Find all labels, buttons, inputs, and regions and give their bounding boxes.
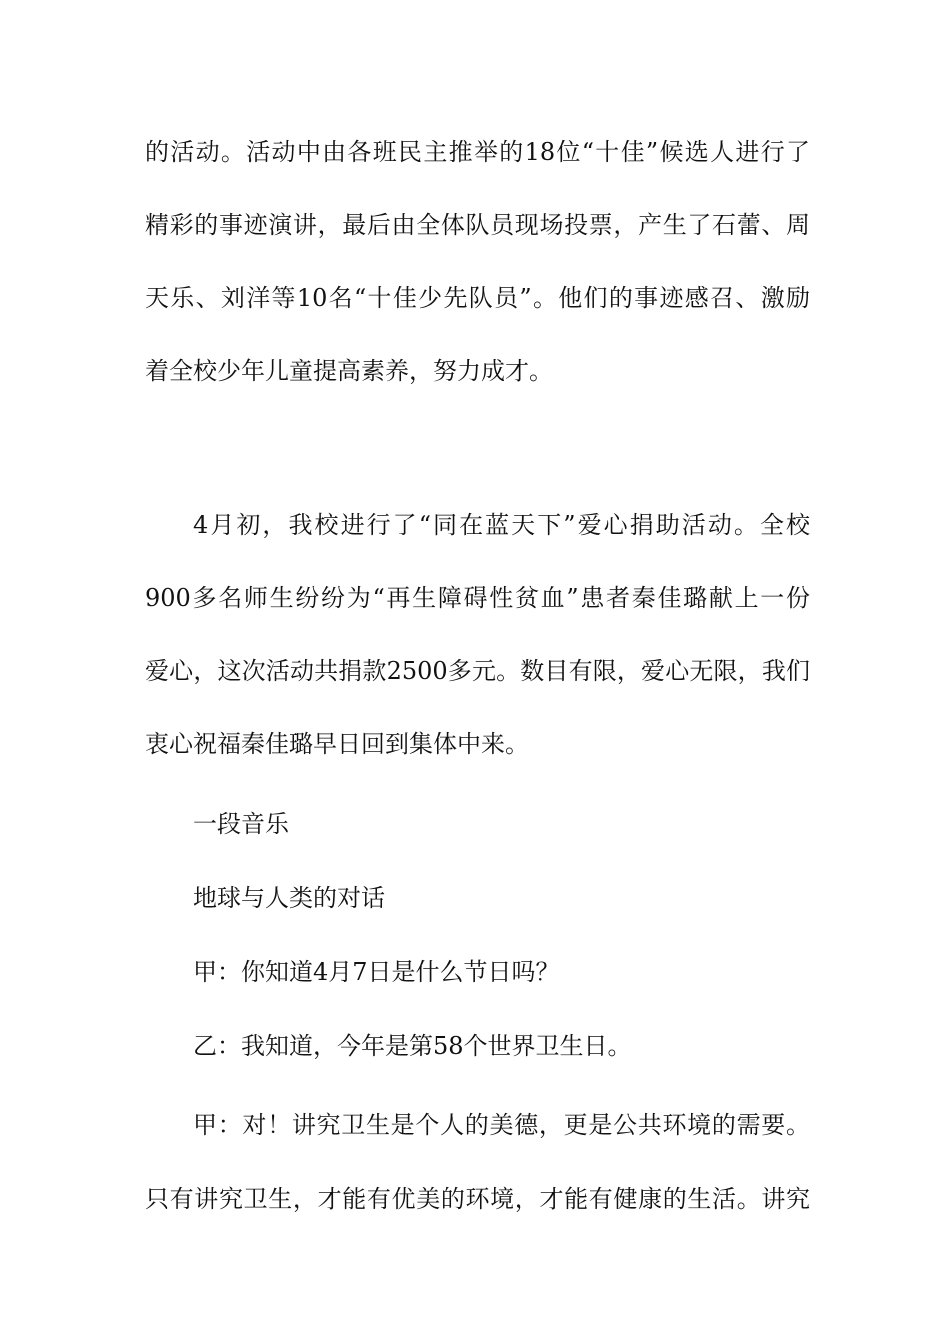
dialogue-line-jia-2-line-2: 只有讲究卫生，才能有优美的环境，才能有健康的生活。讲究 xyxy=(145,1185,810,1213)
paragraph-2-line-1: 4月初，我校进行了“同在蓝天下”爱心捐助活动。全校 xyxy=(193,511,810,539)
paragraph-2-line-4: 衷心祝福秦佳璐早日回到集体中来。 xyxy=(145,730,529,758)
paragraph-2-line-2: 900多名师生纷纷为“再生障碍性贫血”患者秦佳璐献上一份 xyxy=(145,584,810,612)
paragraph-1-line-1: 的活动。活动中由各班民主推举的18位“十佳”候选人进行了 xyxy=(145,138,810,166)
dialogue-line-yi-1: 乙：我知道，今年是第58个世界卫生日。 xyxy=(193,1032,632,1060)
dialogue-line-jia-2-line-1: 甲：对！讲究卫生是个人的美德，更是公共环境的需要。 xyxy=(193,1111,810,1139)
paragraph-2-line-3: 爱心，这次活动共捐款2500多元。数目有限，爱心无限，我们 xyxy=(145,657,810,685)
section-title-dialogue: 地球与人类的对话 xyxy=(193,884,385,912)
dialogue-line-jia-1: 甲：你知道4月7日是什么节日吗？ xyxy=(193,958,560,986)
paragraph-1-line-4: 着全校少年儿童提高素养，努力成才。 xyxy=(145,357,553,385)
paragraph-1-line-3: 天乐、刘洋等10名“十佳少先队员”。他们的事迹感召、激励 xyxy=(145,284,810,312)
paragraph-1-line-2: 精彩的事迹演讲，最后由全体队员现场投票，产生了石蕾、周 xyxy=(145,211,810,239)
section-music: 一段音乐 xyxy=(193,810,289,838)
